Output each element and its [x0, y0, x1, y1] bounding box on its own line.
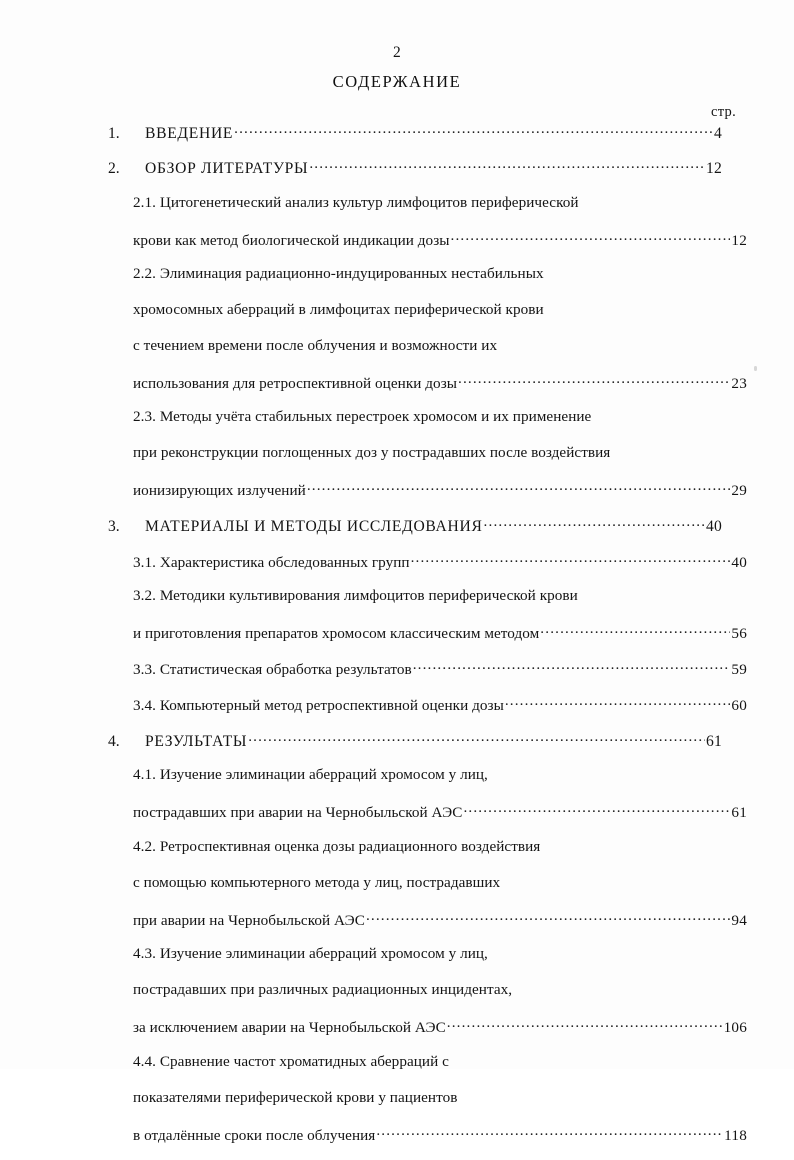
toc-entry-title: в отдалённые сроки после облучения — [133, 1126, 376, 1144]
toc-line[interactable] — [108, 373, 747, 409]
toc-line[interactable] — [108, 838, 747, 874]
toc-page-number: 12 — [706, 160, 722, 178]
toc-entry-title: 3.1. Характеристика обследованных групп — [133, 553, 410, 571]
toc-line[interactable] — [108, 1124, 747, 1160]
dot-leader — [234, 122, 713, 138]
toc-entry-title: при аварии на Чернобыльской АЭС — [133, 911, 365, 929]
toc-entry-title: и приготовления препаратов хромосом классическим методом — [133, 625, 540, 643]
toc-page-number: 40 — [706, 518, 722, 536]
toc-page-number: 94 — [731, 911, 747, 929]
scan-artifact — [754, 366, 757, 371]
toc-entry[interactable] — [108, 837, 747, 945]
dot-leader — [484, 516, 705, 532]
toc-entry-title: хромосомных аберраций в лимфоцитах периферической крови — [133, 300, 544, 318]
toc-line[interactable] — [108, 766, 747, 802]
dot-leader — [458, 373, 730, 388]
toc-line[interactable] — [108, 194, 747, 230]
toc-line[interactable] — [108, 444, 747, 480]
toc-line[interactable] — [108, 158, 722, 194]
toc-entry-title: РЕЗУЛЬТАТЫ — [145, 733, 248, 751]
toc-line[interactable] — [108, 301, 747, 337]
toc-line[interactable] — [108, 945, 747, 981]
toc-entry-title: ВВЕДЕНИЕ — [145, 124, 234, 142]
toc-line[interactable] — [108, 1089, 747, 1125]
toc-entry-title: с помощью компьютерного метода у лиц, пострадавших — [133, 873, 501, 891]
toc-entry[interactable] — [108, 945, 747, 1052]
toc-entry-title: 2.2. Элиминация радиационно-индуцированных нестабильных — [133, 265, 544, 283]
toc-page-number: 4 — [714, 124, 722, 142]
toc-entry[interactable] — [108, 158, 722, 194]
toc-entry[interactable] — [108, 766, 747, 838]
toc-entry[interactable] — [108, 659, 747, 695]
page-title: СОДЕРЖАНИЕ — [332, 72, 462, 91]
toc-entry-title: с течением времени после облучения и возможности их — [133, 336, 498, 354]
toc-line[interactable] — [108, 516, 722, 552]
toc-page-number: 12 — [731, 231, 747, 249]
toc-line[interactable] — [108, 265, 747, 301]
page-column-header: стр. — [710, 104, 736, 120]
toc-line[interactable] — [108, 337, 747, 373]
toc-line[interactable] — [108, 623, 747, 659]
toc-entry-title: при реконструкции поглощенных доз у пострадавших после воздействия — [133, 444, 611, 462]
toc-entry-title: пострадавших при различных радиационных инцидентах, — [133, 981, 513, 999]
toc-entry-title: пострадавших при аварии на Чернобыльской АЭС — [133, 804, 463, 822]
toc-page-number: 59 — [731, 661, 747, 679]
toc-entry-title: за исключением аварии на Чернобыльской АЭС — [133, 1019, 446, 1037]
toc-line[interactable] — [108, 552, 747, 588]
toc-line[interactable] — [108, 122, 722, 158]
toc-entry[interactable] — [108, 265, 747, 408]
toc-line[interactable] — [108, 659, 747, 695]
dot-leader — [411, 552, 731, 567]
toc-line[interactable] — [108, 731, 722, 767]
dot-leader — [447, 1017, 723, 1032]
toc-line[interactable] — [108, 910, 747, 946]
toc-entry[interactable] — [108, 731, 722, 767]
toc-page-number: 118 — [724, 1126, 747, 1144]
toc-entry[interactable] — [108, 408, 747, 515]
toc-entry[interactable] — [108, 516, 722, 552]
toc-entry-title: показателями периферической крови у пациентов — [133, 1088, 458, 1106]
toc-page-number: 61 — [706, 733, 722, 751]
toc-entry-title: 4.1. Изучение элиминации аберраций хромосом у лиц, — [133, 766, 488, 784]
toc-entry-number: 4. — [108, 733, 120, 751]
toc-entry-title: 3.4. Компьютерный метод ретроспективной оценки дозы — [133, 696, 504, 714]
toc-entry-title: ионизирующих излучений — [133, 482, 306, 500]
toc-entry[interactable] — [108, 695, 747, 731]
toc-entry-title: 3.3. Статистическая обработка результатов — [133, 661, 412, 679]
toc-entry-title: 3.2. Методики культивирования лимфоцитов периферической крови — [133, 587, 578, 605]
toc-entry-number: 2. — [108, 160, 120, 178]
toc-entry-title: 4.4. Сравнение частот хроматидных аберраций с — [133, 1052, 449, 1070]
toc-line[interactable] — [108, 480, 747, 516]
toc-page-number: 60 — [731, 696, 747, 714]
toc-entry-title: 2.1. Цитогенетический анализ культур лимфоцитов периферической — [133, 193, 579, 211]
toc-line[interactable] — [108, 587, 747, 623]
toc-entry-number: 1. — [108, 124, 120, 142]
toc-entry[interactable] — [108, 587, 747, 659]
dot-leader — [309, 158, 705, 174]
toc-entry[interactable] — [108, 193, 747, 266]
table-of-contents — [0, 122, 794, 1160]
dot-leader — [463, 802, 730, 817]
toc-line[interactable] — [108, 229, 747, 265]
toc-page-number: 56 — [731, 625, 747, 643]
toc-line[interactable] — [108, 981, 747, 1017]
toc-line[interactable] — [108, 408, 747, 444]
dot-leader — [376, 1124, 723, 1139]
toc-page-number: 29 — [731, 482, 747, 500]
dot-leader — [540, 623, 730, 638]
toc-entry-number: 3. — [108, 518, 120, 536]
toc-line[interactable] — [108, 874, 747, 910]
toc-line[interactable] — [108, 695, 747, 731]
toc-entry-title: ОБЗОР ЛИТЕРАТУРЫ — [145, 160, 309, 178]
toc-page-number: 61 — [731, 804, 747, 822]
toc-entry[interactable] — [108, 122, 722, 158]
toc-line[interactable] — [108, 802, 747, 838]
dot-leader — [307, 480, 731, 495]
toc-entry-title: 4.2. Ретроспективная оценка дозы радиационного воздействия — [133, 837, 541, 855]
toc-entry-title: крови как метод биологической индикации дозы — [133, 231, 450, 249]
toc-line[interactable] — [108, 1017, 747, 1053]
toc-entry-title: использования для ретроспективной оценки дозы — [133, 374, 457, 392]
dot-leader — [451, 229, 731, 244]
toc-page-number: 106 — [723, 1019, 747, 1037]
dot-leader — [413, 659, 731, 674]
toc-line[interactable] — [108, 1053, 747, 1089]
page-number: 2 — [393, 44, 401, 61]
toc-entry-title: МАТЕРИАЛЫ И МЕТОДЫ ИССЛЕДОВАНИЯ — [145, 518, 483, 536]
toc-page-number: 40 — [731, 553, 747, 571]
toc-entry-title: 4.3. Изучение элиминации аберраций хромосом у лиц, — [133, 945, 488, 963]
toc-entry[interactable] — [108, 552, 747, 588]
dot-leader — [505, 695, 731, 710]
dot-leader — [366, 910, 730, 925]
toc-entry-title: 2.3. Методы учёта стабильных перестроек хромосом и их применение — [133, 408, 592, 426]
toc-page-number: 23 — [731, 374, 747, 392]
dot-leader — [248, 731, 705, 747]
